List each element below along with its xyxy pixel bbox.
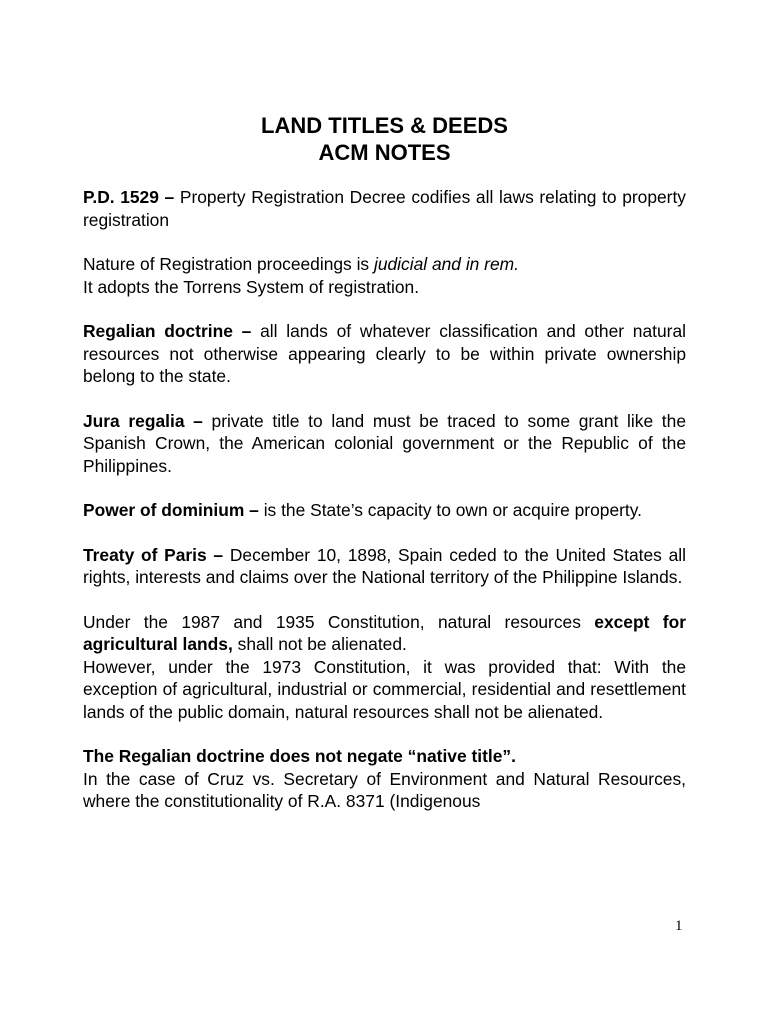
- paragraph-cruz-vs-secretary: In the case of Cruz vs. Secretary of Environment and Natural Resources, where the constitutionality of R.A. 8371 (Indigenous: [83, 768, 686, 811]
- paragraph-nature-of-registration: [83, 253, 686, 276]
- term-treaty-of-paris: Treaty of Paris –: [83, 544, 224, 565]
- document-title: LAND TITLES & DEEDS: [261, 113, 508, 138]
- paragraph-text: all lands of whatever classification and other natural resources not otherwise appearing clearly to be within private ownership belong to the state.: [83, 321, 686, 386]
- paragraph-torrens-system: It adopts the Torrens System of registration.: [83, 276, 420, 297]
- page-number: 1: [675, 918, 683, 934]
- term-power-of-dominium: Power of dominium –: [83, 500, 259, 520]
- heading-native-title-text: The Regalian doctrine does not negate “native title”.: [83, 746, 516, 766]
- document-subtitle: ACM NOTES: [318, 140, 451, 165]
- paragraph-text: December 10, 1898, Spain ceded to the United States all rights, interests and claims over the National territory of the Philippine Islands.: [83, 544, 686, 587]
- emphasis-judicial-in-rem: judicial and in rem.: [373, 254, 519, 274]
- paragraph-text: private title to land must be traced to some grant like the Spanish Crown, the American colonial government or the Republic of the Philippines.: [83, 410, 686, 476]
- document-page: [83, 112, 686, 813]
- paragraph-text: Under the 1987 and 1935 Constitution, natural resources: [83, 611, 595, 632]
- paragraph-regalian-doctrine: [83, 320, 686, 388]
- emphasis-agricultural-lands: except for agricultural lands,: [83, 611, 686, 654]
- paragraph-treaty-of-paris: [83, 544, 686, 589]
- paragraph-text: shall not be alienated.: [232, 634, 407, 654]
- paragraph-pd-1529: [83, 186, 686, 231]
- paragraph-1973-constitution: However, under the 1973 Constitution, it was provided that: With the exception of agricultural, industrial or commercial, residential and resettlement lands of the public domain, natural resources shall not be alienated.: [83, 656, 686, 722]
- term-regalian-doctrine: Regalian doctrine –: [83, 321, 252, 341]
- term-jura-regalia: Jura regalia –: [83, 410, 203, 431]
- paragraph-jura-regalia: [83, 410, 686, 478]
- paragraph-power-of-dominium: [83, 499, 686, 522]
- term-pd-1529: P.D. 1529 –: [83, 187, 175, 207]
- paragraph-text: is the State’s capacity to own or acquire property.: [258, 500, 642, 520]
- heading-native-title: [83, 745, 686, 768]
- paragraph-text: Property Registration Decree codifies all laws relating to property registration: [83, 187, 686, 230]
- paragraph-1987-1935-constitution: [83, 611, 686, 656]
- paragraph-text: Nature of Registration proceedings is: [83, 254, 374, 274]
